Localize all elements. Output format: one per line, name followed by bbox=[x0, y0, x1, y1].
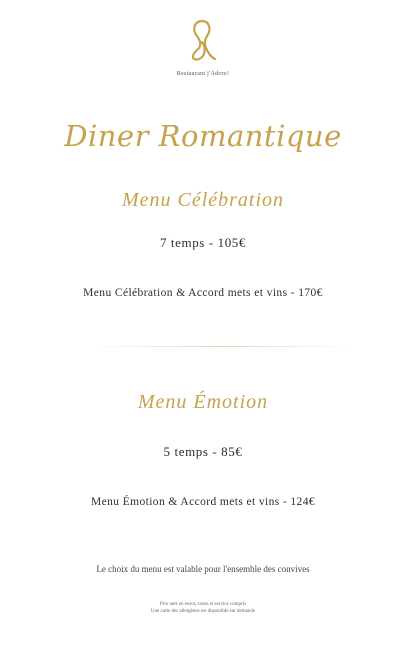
logo bbox=[0, 18, 406, 66]
menu-emotion-heading: Menu Émotion bbox=[137, 391, 269, 413]
page-title: Diner Romantique bbox=[64, 119, 342, 153]
menu-choice-note: Le choix du menu est valable pour l'ensemble des convives bbox=[96, 564, 310, 574]
restaurant-name: Restaurant j'Adore! bbox=[176, 71, 230, 77]
prices-note: Prix nets en euros, taxes et service compris bbox=[159, 602, 247, 607]
section-divider bbox=[90, 346, 352, 347]
menu-celebration-heading: Menu Célébration bbox=[121, 189, 285, 211]
allergens-note: Une carte des allergènes est disponible sur demande bbox=[150, 609, 256, 614]
menu-celebration-pairing: Menu Célébration & Accord mets et vins - 170€ bbox=[83, 287, 323, 299]
stylized-a-heart-logo-icon bbox=[188, 18, 218, 62]
menu-celebration-price: 7 temps - 105€ bbox=[159, 235, 247, 250]
menu-emotion-price: 5 temps - 85€ bbox=[163, 444, 243, 459]
menu-emotion-pairing: Menu Émotion & Accord mets et vins - 124€ bbox=[90, 496, 315, 508]
